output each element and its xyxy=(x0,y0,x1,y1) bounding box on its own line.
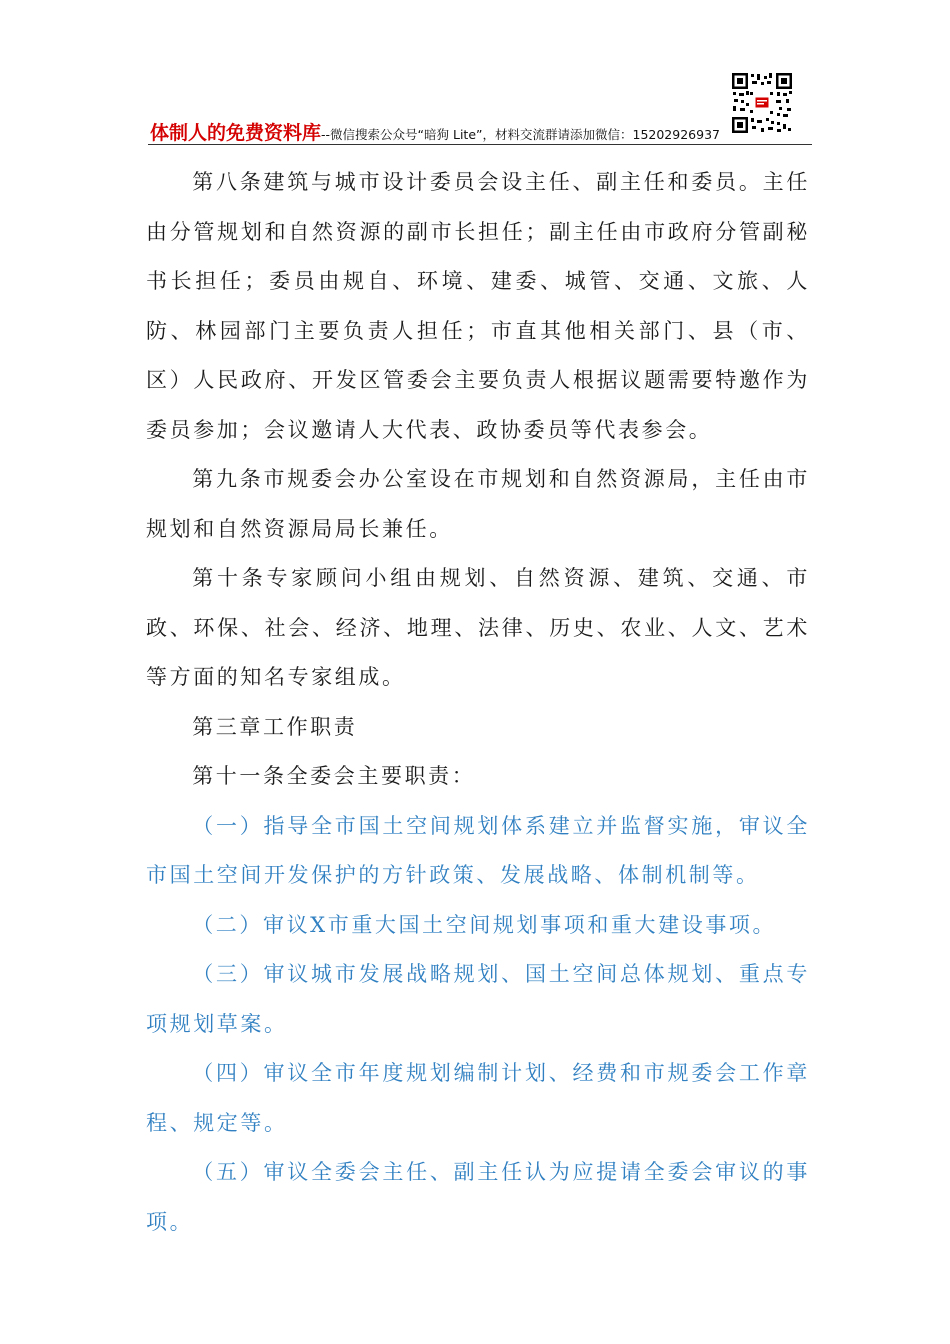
paragraph-article-11: 第十一条全委会主要职责： xyxy=(192,764,476,788)
duty-item-1: （一）指导全市国土空间规划体系建立并监督实施，审议全市国土空间开发保护的方针政策、发展战略、体制机制等。 xyxy=(146,813,810,887)
paragraph-article-8: 第八条建筑与城市设计委员会设主任、副主任和委员。主任由分管规划和自然资源的副市长担任；副主任由市政府分管副秘书长担任；委员由规自、环境、建委、城管、交通、文旅、人防、林园部门主要负责人担任；市直其他相关部门、县（市、区）人民政府、开发区管委会主要负责人根据议题需要特邀作为委员参加；会议邀请人大代表、政协委员等代表参会。 xyxy=(146,170,810,442)
document-body xyxy=(146,158,810,1247)
duty-item-3: （三）审议城市发展战略规划、国土空间总体规划、重点专项规划草案。 xyxy=(146,962,810,1036)
header-subtitle: --微信搜索公众号“暗狗 Lite”，材料交流群请添加微信：15202926937 xyxy=(321,127,720,142)
duty-item-5: （五）审议全委会主任、副主任认为应提请全委会审议的事项。 xyxy=(146,1160,810,1234)
header-title: 体制人的免费资料库 xyxy=(150,122,322,144)
chapter-heading: 第三章工作职责 xyxy=(192,714,358,739)
paragraph-article-10: 第十条专家顾问小组由规划、自然资源、建筑、交通、市政、环保、社会、经济、地理、法律、历史、农业、人文、艺术等方面的知名专家组成。 xyxy=(146,566,810,689)
qr-code-icon xyxy=(731,72,793,134)
duty-item-2: （二）审议X市重大国土空间规划事项和重大建设事项。 xyxy=(192,912,777,937)
header-divider xyxy=(148,144,812,145)
duty-item-4: （四）审议全市年度规划编制计划、经费和市规委会工作章程、规定等。 xyxy=(146,1061,810,1135)
document-header xyxy=(150,118,730,144)
paragraph-article-9: 第九条市规委会办公室设在市规划和自然资源局，主任由市规划和自然资源局局长兼任。 xyxy=(146,467,810,541)
